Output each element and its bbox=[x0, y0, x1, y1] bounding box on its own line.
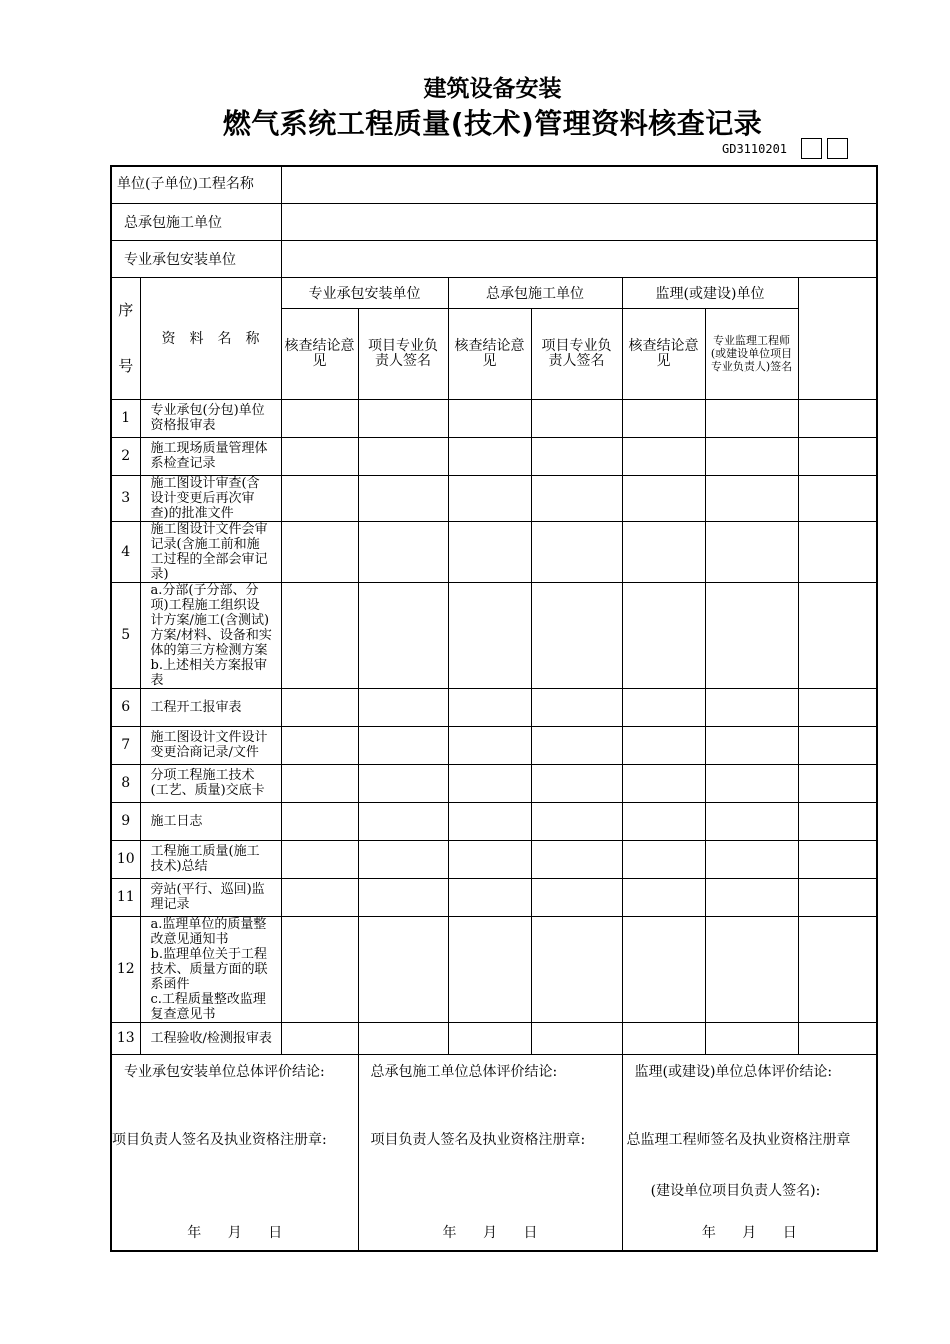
cell[interactable] bbox=[531, 916, 622, 1022]
supervision-conclusion-label: 监理(或建设)单位总体评价结论: bbox=[634, 1063, 833, 1080]
row-number: 10 bbox=[111, 840, 140, 878]
cell[interactable] bbox=[358, 726, 448, 764]
supervision-sign-label: 总监理工程师签名及执业资格注册章 bbox=[626, 1131, 851, 1148]
cell[interactable] bbox=[531, 802, 622, 840]
cell[interactable] bbox=[448, 764, 531, 802]
table-row bbox=[111, 1022, 877, 1054]
cell[interactable] bbox=[531, 437, 622, 475]
col-material-header: 资 料 名 称 bbox=[140, 277, 281, 399]
cell[interactable] bbox=[705, 688, 798, 726]
cell[interactable] bbox=[705, 916, 798, 1022]
table-row bbox=[111, 802, 877, 840]
row-material-name bbox=[140, 582, 281, 688]
supervision-evaluation-cell[interactable] bbox=[622, 1054, 877, 1251]
table-row bbox=[111, 475, 877, 521]
supervision-note: (建设单位项目负责人签名): bbox=[650, 1182, 821, 1199]
row-material-item-b: b.上述相关方案报审表 bbox=[150, 657, 267, 688]
specialty-evaluation-cell[interactable] bbox=[111, 1054, 358, 1251]
general-conclusion-label: 总承包施工单位总体评价结论: bbox=[370, 1063, 558, 1080]
table-row bbox=[111, 437, 877, 475]
row-material-name: 分项工程施工技术(工艺、质量)交底卡 bbox=[140, 764, 281, 802]
cell[interactable] bbox=[281, 916, 358, 1022]
general-evaluation-cell[interactable] bbox=[358, 1054, 622, 1251]
row-number: 3 bbox=[111, 475, 140, 521]
general-contractor-label: 总承包施工单位 bbox=[111, 203, 281, 240]
cell[interactable] bbox=[281, 437, 358, 475]
row-material-item-a: a.监理单位的质量整改意见通知书 bbox=[150, 916, 267, 947]
specialty-date: 年 月 日 bbox=[187, 1224, 283, 1241]
group-general-header: 总承包施工单位 bbox=[448, 277, 622, 308]
cell[interactable] bbox=[622, 802, 705, 840]
row-material-item-b: b.监理单位关于工程技术、质量方面的联系函件 bbox=[150, 946, 268, 992]
cell[interactable] bbox=[281, 802, 358, 840]
title-line1: 建筑设备安装 bbox=[423, 76, 562, 102]
cell[interactable] bbox=[358, 1022, 448, 1054]
cell[interactable] bbox=[798, 437, 877, 475]
specialty-contractor-value[interactable] bbox=[281, 240, 877, 277]
cell[interactable] bbox=[622, 521, 705, 582]
row-material-name: 旁站(平行、巡回)监理记录 bbox=[140, 878, 281, 916]
row-material-name: 工程验收/检测报审表 bbox=[140, 1022, 281, 1054]
row-number: 2 bbox=[111, 437, 140, 475]
row-number: 4 bbox=[111, 521, 140, 582]
cell[interactable] bbox=[281, 1022, 358, 1054]
cell[interactable] bbox=[531, 399, 622, 437]
cell[interactable] bbox=[531, 878, 622, 916]
row-number: 11 bbox=[111, 878, 140, 916]
table-row bbox=[111, 399, 877, 437]
cell[interactable] bbox=[798, 726, 877, 764]
group-supervision-header: 监理(或建设)单位 bbox=[622, 277, 798, 308]
cell[interactable] bbox=[705, 1022, 798, 1054]
supervision-date: 年 月 日 bbox=[701, 1224, 797, 1241]
specialty-contractor-label: 专业承包安装单位 bbox=[111, 240, 281, 277]
specialty-check-header: 核查结论意见 bbox=[281, 308, 358, 399]
cell[interactable] bbox=[798, 878, 877, 916]
cell[interactable] bbox=[358, 840, 448, 878]
cell[interactable] bbox=[448, 688, 531, 726]
row-number: 1 bbox=[111, 399, 140, 437]
cell[interactable] bbox=[531, 840, 622, 878]
cell[interactable] bbox=[531, 726, 622, 764]
cell[interactable] bbox=[705, 878, 798, 916]
specialty-sign-header: 项目专业负 责人签名 bbox=[358, 308, 448, 399]
cell[interactable] bbox=[281, 399, 358, 437]
general-sign-label: 项目负责人签名及执业资格注册章: bbox=[370, 1131, 586, 1148]
cell[interactable] bbox=[448, 399, 531, 437]
general-check-header: 核查结论意见 bbox=[448, 308, 531, 399]
specialty-sign-label: 项目负责人签名及执业资格注册章: bbox=[112, 1131, 327, 1148]
cell[interactable] bbox=[358, 688, 448, 726]
row-material-name: 施工日志 bbox=[140, 802, 281, 840]
cell[interactable] bbox=[622, 764, 705, 802]
cell[interactable] bbox=[798, 475, 877, 521]
table-row bbox=[111, 840, 877, 878]
cell[interactable] bbox=[705, 475, 798, 521]
cell[interactable] bbox=[705, 521, 798, 582]
record-table bbox=[110, 165, 878, 1252]
cell[interactable] bbox=[448, 437, 531, 475]
cell[interactable] bbox=[448, 878, 531, 916]
table-row bbox=[111, 878, 877, 916]
cell[interactable] bbox=[448, 521, 531, 582]
cell[interactable] bbox=[448, 1022, 531, 1054]
row-material-name: 施工现场质量管理体系检查记录 bbox=[140, 437, 281, 475]
cell[interactable] bbox=[358, 802, 448, 840]
row-number: 13 bbox=[111, 1022, 140, 1054]
cell[interactable] bbox=[705, 437, 798, 475]
row-number: 6 bbox=[111, 688, 140, 726]
cell[interactable] bbox=[622, 475, 705, 521]
supervision-sign-header: 专业监理工程师(或建设单位项目专业负责人)签名 bbox=[705, 308, 798, 399]
code-box-1[interactable] bbox=[801, 138, 822, 159]
row-material-name bbox=[140, 916, 281, 1022]
cell[interactable] bbox=[531, 521, 622, 582]
cell[interactable] bbox=[705, 764, 798, 802]
cell[interactable] bbox=[531, 764, 622, 802]
specialty-conclusion-label: 专业承包安装单位总体评价结论: bbox=[124, 1063, 325, 1080]
cell[interactable] bbox=[358, 521, 448, 582]
code-box-2[interactable] bbox=[827, 138, 848, 159]
cell[interactable] bbox=[281, 688, 358, 726]
cell[interactable] bbox=[448, 475, 531, 521]
form-code: GD3110201 bbox=[722, 142, 788, 156]
cell[interactable] bbox=[531, 582, 622, 688]
row-number: 5 bbox=[111, 582, 140, 688]
table-row bbox=[111, 764, 877, 802]
cell[interactable] bbox=[798, 802, 877, 840]
cell[interactable] bbox=[705, 726, 798, 764]
row-number: 12 bbox=[111, 916, 140, 1022]
cell[interactable] bbox=[281, 475, 358, 521]
cell[interactable] bbox=[622, 840, 705, 878]
cell[interactable] bbox=[798, 1022, 877, 1054]
row-material-name: 施工图设计文件会审记录(含施工前和施工过程的全部会审记录) bbox=[140, 521, 281, 582]
cell[interactable] bbox=[448, 916, 531, 1022]
row-material-name: 工程施工质量(施工技术)总结 bbox=[140, 840, 281, 878]
general-date: 年 月 日 bbox=[442, 1224, 538, 1241]
cell[interactable] bbox=[705, 802, 798, 840]
cell[interactable] bbox=[622, 1022, 705, 1054]
cell[interactable] bbox=[622, 399, 705, 437]
cell[interactable] bbox=[281, 840, 358, 878]
cell[interactable] bbox=[798, 582, 877, 688]
cell[interactable] bbox=[358, 475, 448, 521]
cell[interactable] bbox=[531, 688, 622, 726]
table-row bbox=[111, 582, 877, 688]
cell[interactable] bbox=[448, 802, 531, 840]
project-name-value[interactable] bbox=[281, 166, 877, 203]
cell[interactable] bbox=[448, 582, 531, 688]
cell[interactable] bbox=[448, 726, 531, 764]
general-contractor-value[interactable] bbox=[281, 203, 877, 240]
cell[interactable] bbox=[448, 840, 531, 878]
cell[interactable] bbox=[622, 688, 705, 726]
cell[interactable] bbox=[622, 437, 705, 475]
cell[interactable] bbox=[798, 764, 877, 802]
page-title: 燃气系统工程质量(技术)管理资料核查记录 bbox=[222, 107, 763, 140]
table-row bbox=[111, 726, 877, 764]
cell[interactable] bbox=[622, 878, 705, 916]
row-number: 8 bbox=[111, 764, 140, 802]
row-material-name: 施工图设计文件设计变更洽商记录/文件 bbox=[140, 726, 281, 764]
cell[interactable] bbox=[531, 475, 622, 521]
cell[interactable] bbox=[798, 688, 877, 726]
cell[interactable] bbox=[705, 582, 798, 688]
cell[interactable] bbox=[798, 916, 877, 1022]
cell[interactable] bbox=[622, 726, 705, 764]
cell[interactable] bbox=[622, 582, 705, 688]
cell[interactable] bbox=[798, 840, 877, 878]
supervision-check-header: 核查结论意见 bbox=[622, 308, 705, 399]
general-sign-header: 项目专业负 责人签名 bbox=[531, 308, 622, 399]
cell[interactable] bbox=[281, 582, 358, 688]
cell[interactable] bbox=[281, 764, 358, 802]
cell[interactable] bbox=[798, 399, 877, 437]
cell[interactable] bbox=[622, 916, 705, 1022]
group-specialty-header: 专业承包安装单位 bbox=[281, 277, 448, 308]
col-seq-header: 序 号 bbox=[111, 277, 140, 399]
row-material-item-a: a.分部(子分部、分项)工程施工组织设计方案/施工(含测试)方案/材料、设备和实体的第三方检测方案 bbox=[150, 582, 272, 658]
cell[interactable] bbox=[281, 878, 358, 916]
row-number: 7 bbox=[111, 726, 140, 764]
cell[interactable] bbox=[358, 582, 448, 688]
cell[interactable] bbox=[358, 764, 448, 802]
cell[interactable] bbox=[705, 840, 798, 878]
row-material-name: 工程开工报审表 bbox=[140, 688, 281, 726]
cell[interactable] bbox=[798, 521, 877, 582]
row-material-item-c: c.工程质量整改监理复查意见书 bbox=[150, 991, 266, 1022]
cell[interactable] bbox=[358, 878, 448, 916]
cell[interactable] bbox=[705, 399, 798, 437]
cell[interactable] bbox=[281, 521, 358, 582]
row-material-name: 专业承包(分包)单位资格报审表 bbox=[140, 399, 281, 437]
table-row bbox=[111, 916, 877, 1022]
cell[interactable] bbox=[531, 1022, 622, 1054]
table-row bbox=[111, 521, 877, 582]
project-name-label: 单位(子单位)工程名称 bbox=[111, 166, 281, 203]
cell[interactable] bbox=[281, 726, 358, 764]
cell[interactable] bbox=[358, 399, 448, 437]
table-row bbox=[111, 688, 877, 726]
row-number: 9 bbox=[111, 802, 140, 840]
cell[interactable] bbox=[358, 916, 448, 1022]
row-material-name: 施工图设计审查(含设计变更后再次审查)的批准文件 bbox=[140, 475, 281, 521]
cell[interactable] bbox=[358, 437, 448, 475]
